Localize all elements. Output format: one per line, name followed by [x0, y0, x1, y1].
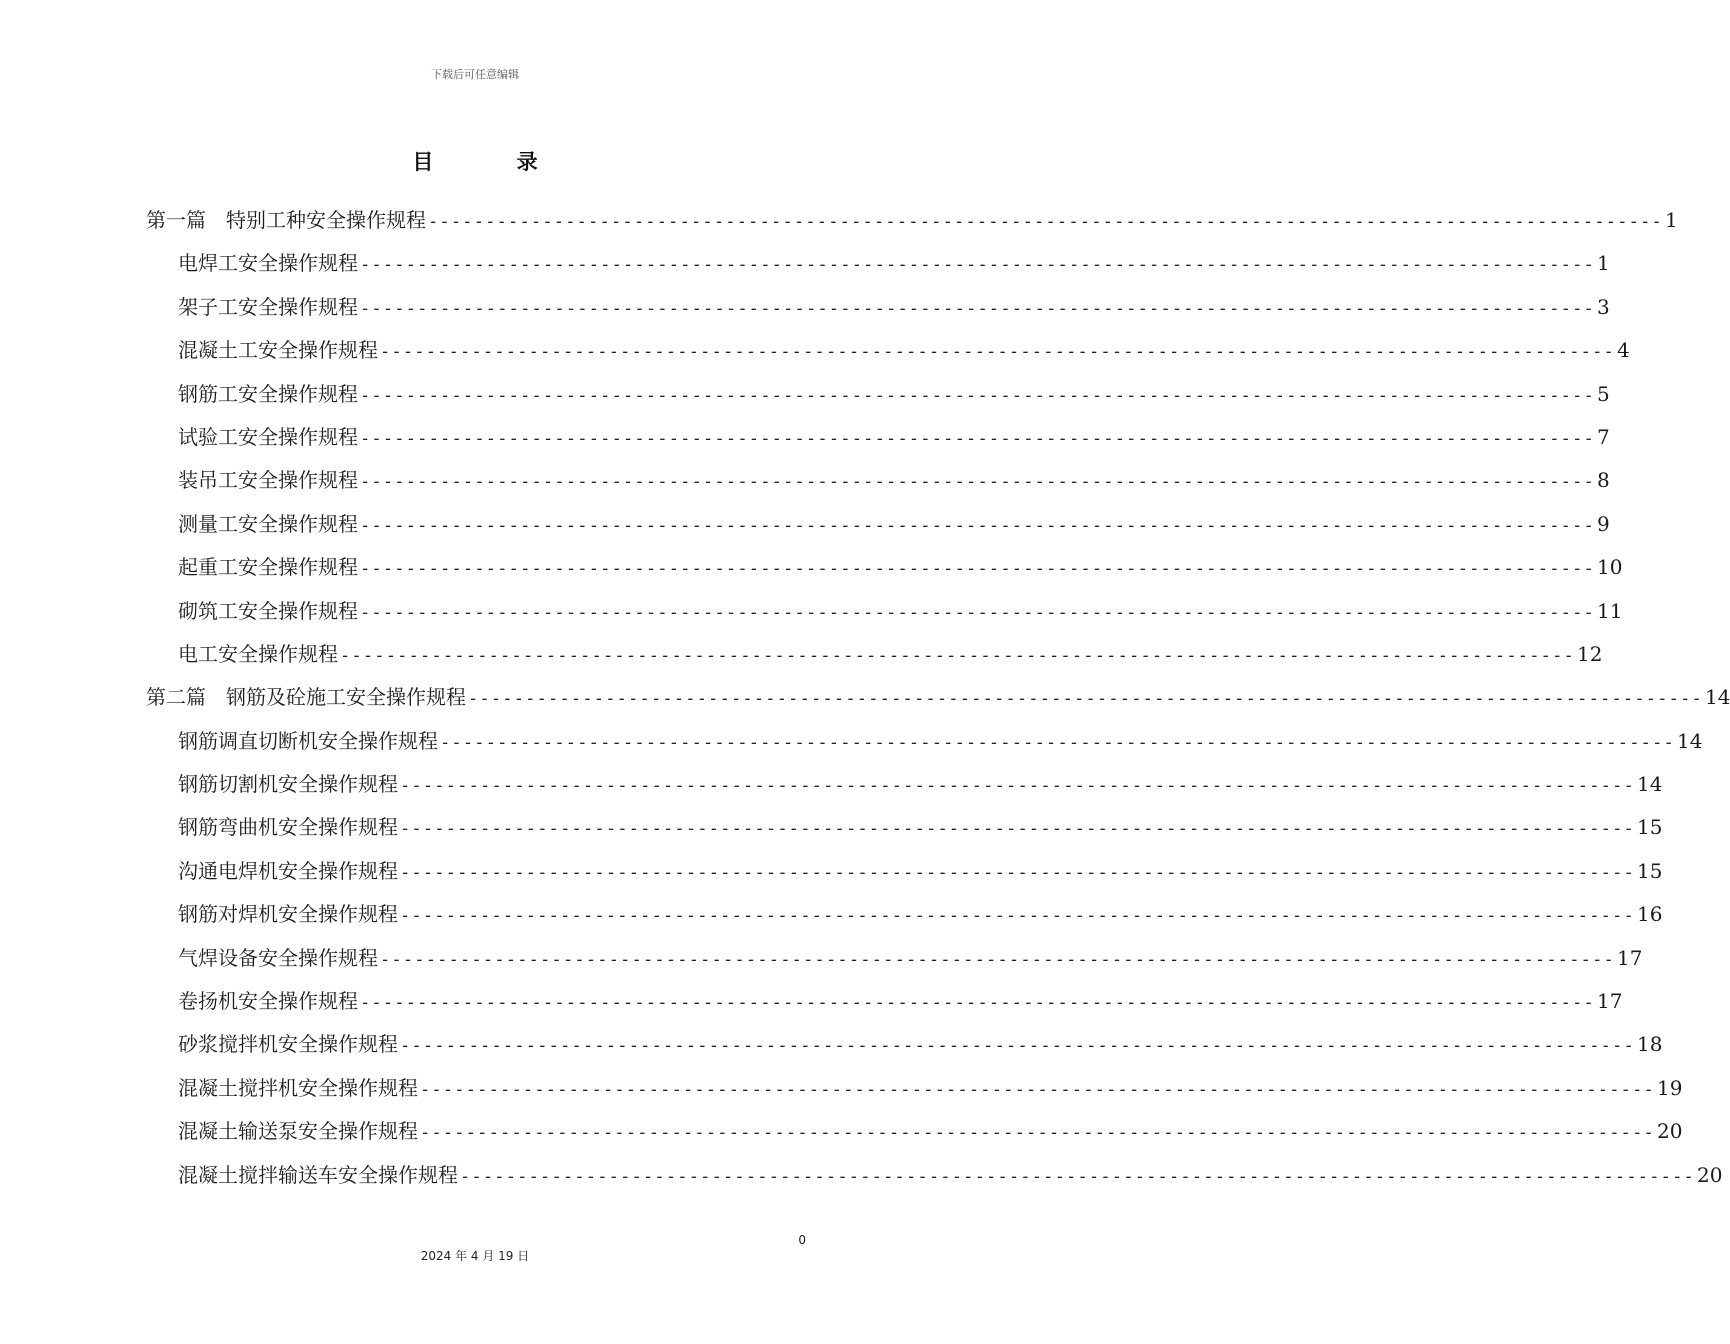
toc-entry-page: 15	[1636, 858, 1663, 883]
toc-chapter-entry[interactable]	[146, 329, 1630, 372]
toc-leader-dashes: ------------------------------------------------------------------------------------------------------------	[340, 645, 1575, 666]
toc-entry-label: 电焊工安全操作规程	[178, 251, 358, 276]
toc-entry-label: 混凝土搅拌输送车安全操作规程	[178, 1162, 458, 1187]
toc-chapter-entry[interactable]	[146, 763, 1663, 806]
toc-entry-label: 架子工安全操作规程	[178, 294, 358, 319]
toc-entry-page: 5	[1596, 381, 1610, 406]
toc-entry-page: 1	[1664, 208, 1678, 232]
toc-entry-page: 15	[1636, 815, 1663, 840]
toc-leader-dashes: ------------------------------------------------------------------------------------------------------------	[460, 1166, 1695, 1187]
toc-entry-page: 17	[1596, 989, 1623, 1014]
toc-chapter-entry[interactable]	[146, 1110, 1683, 1153]
toc-leader-dashes: ------------------------------------------------------------------------------------------------------------	[360, 602, 1595, 623]
toc-entry-page: 1	[1596, 251, 1610, 276]
toc-leader-dashes: ------------------------------------------------------------------------------------------------------------	[400, 862, 1635, 883]
toc-chapter-entry[interactable]	[146, 850, 1663, 893]
toc-entry-page: 17	[1616, 945, 1643, 970]
toc-leader-dashes: ------------------------------------------------------------------------------------------------------------	[380, 949, 1615, 970]
toc-leader-dashes: ------------------------------------------------------------------------------------------------------------	[400, 819, 1635, 840]
toc-leader-dashes: ------------------------------------------------------------------------------------------------------------	[428, 212, 1663, 232]
toc-entry-label: 钢筋调直切断机安全操作规程	[178, 728, 438, 753]
toc-leader-dashes: ------------------------------------------------------------------------------------------------------------	[420, 1079, 1655, 1100]
toc-leader-dashes: ------------------------------------------------------------------------------------------------------------	[400, 776, 1635, 797]
toc-chapter-entry[interactable]	[146, 373, 1610, 416]
toc-entry-label: 起重工安全操作规程	[178, 555, 358, 580]
toc-entry-label: 电工安全操作规程	[178, 641, 338, 666]
toc-entry-page: 14	[1636, 772, 1663, 797]
toc-entry-page: 3	[1596, 294, 1610, 319]
toc-entry-label: 混凝土输送泵安全操作规程	[178, 1119, 418, 1144]
toc-leader-dashes: ------------------------------------------------------------------------------------------------------------	[420, 1123, 1655, 1144]
toc-chapter-entry[interactable]	[146, 416, 1610, 459]
toc-entry-label: 卷扬机安全操作规程	[178, 989, 358, 1014]
toc-entry-label: 钢筋对焊机安全操作规程	[178, 902, 398, 927]
toc-entry-page: 14	[1676, 728, 1703, 753]
toc-entry-label: 砌筑工安全操作规程	[178, 598, 358, 623]
toc-entry-label: 混凝土搅拌机安全操作规程	[178, 1075, 418, 1100]
toc-chapter-entry[interactable]	[146, 937, 1643, 980]
toc-entry-page: 19	[1656, 1075, 1683, 1100]
toc-title: 目 录	[412, 149, 576, 174]
header-note: 下载后可任意编辑	[431, 68, 519, 81]
toc-chapter-entry[interactable]	[146, 503, 1610, 546]
toc-entry-label: 测量工安全操作规程	[178, 511, 358, 536]
footer-date: 2024 年 4 月 19 日	[420, 1249, 530, 1263]
toc-entry-page: 11	[1596, 598, 1623, 623]
toc-entry-page: 16	[1636, 902, 1663, 927]
page-number: 0	[798, 1233, 806, 1247]
toc-chapter-entry[interactable]	[146, 546, 1623, 589]
toc-entry-page: 20	[1696, 1162, 1723, 1187]
toc-leader-dashes: ------------------------------------------------------------------------------------------------------------	[440, 732, 1675, 753]
toc-leader-dashes: ------------------------------------------------------------------------------------------------------------	[400, 906, 1635, 927]
toc-part-entry[interactable]	[146, 676, 1730, 719]
toc-leader-dashes: ------------------------------------------------------------------------------------------------------------	[360, 559, 1595, 580]
toc-leader-dashes: ------------------------------------------------------------------------------------------------------------	[360, 472, 1595, 493]
toc-leader-dashes: ------------------------------------------------------------------------------------------------------------	[360, 298, 1595, 319]
toc-entry-label: 混凝土工安全操作规程	[178, 338, 378, 363]
toc-leader-dashes: ------------------------------------------------------------------------------------------------------------	[360, 515, 1595, 536]
toc-leader-dashes: ------------------------------------------------------------------------------------------------------------	[400, 1036, 1635, 1057]
toc-leader-dashes: ------------------------------------------------------------------------------------------------------------	[360, 255, 1595, 276]
toc-leader-dashes: ------------------------------------------------------------------------------------------------------------	[360, 385, 1595, 406]
toc-entry-page: 4	[1616, 338, 1630, 363]
toc-entry-page: 7	[1596, 424, 1610, 449]
toc-entry-label: 钢筋切割机安全操作规程	[178, 772, 398, 797]
toc-chapter-entry[interactable]	[146, 806, 1663, 849]
toc-chapter-entry[interactable]	[146, 893, 1663, 936]
toc-chapter-entry[interactable]	[146, 1023, 1663, 1066]
toc-entry-page: 8	[1596, 468, 1610, 493]
toc-chapter-entry[interactable]	[146, 242, 1610, 285]
toc-leader-dashes: ------------------------------------------------------------------------------------------------------------	[468, 689, 1703, 710]
toc-entry-label: 装吊工安全操作规程	[178, 468, 358, 493]
toc-entry-label: 气焊设备安全操作规程	[178, 945, 378, 970]
toc-leader-dashes: ------------------------------------------------------------------------------------------------------------	[360, 993, 1595, 1014]
toc-entry-page: 12	[1576, 641, 1603, 666]
toc-list	[146, 199, 1730, 1197]
toc-chapter-entry[interactable]	[146, 633, 1603, 676]
toc-entry-label: 钢筋弯曲机安全操作规程	[178, 815, 398, 840]
toc-part-entry[interactable]	[146, 199, 1678, 242]
toc-chapter-entry[interactable]	[146, 980, 1623, 1023]
toc-entry-page: 9	[1596, 511, 1610, 536]
toc-leader-dashes: ------------------------------------------------------------------------------------------------------------	[360, 428, 1595, 449]
toc-chapter-entry[interactable]	[146, 459, 1610, 502]
toc-chapter-entry[interactable]	[146, 590, 1623, 633]
toc-entry-label: 试验工安全操作规程	[178, 424, 358, 449]
toc-entry-label: 第二篇 钢筋及砼施工安全操作规程	[146, 685, 466, 710]
toc-chapter-entry[interactable]	[146, 1067, 1683, 1110]
toc-entry-page: 14	[1704, 685, 1730, 710]
toc-chapter-entry[interactable]	[146, 286, 1610, 329]
toc-chapter-entry[interactable]	[146, 1154, 1723, 1197]
toc-chapter-entry[interactable]	[146, 720, 1703, 763]
toc-entry-label: 钢筋工安全操作规程	[178, 381, 358, 406]
toc-entry-page: 18	[1636, 1032, 1663, 1057]
toc-entry-label: 第一篇 特别工种安全操作规程	[146, 208, 426, 232]
toc-leader-dashes: ------------------------------------------------------------------------------------------------------------	[380, 342, 1615, 363]
toc-entry-label: 砂浆搅拌机安全操作规程	[178, 1032, 398, 1057]
toc-entry-page: 20	[1656, 1119, 1683, 1144]
toc-entry-page: 10	[1596, 555, 1623, 580]
toc-entry-label: 沟通电焊机安全操作规程	[178, 858, 398, 883]
